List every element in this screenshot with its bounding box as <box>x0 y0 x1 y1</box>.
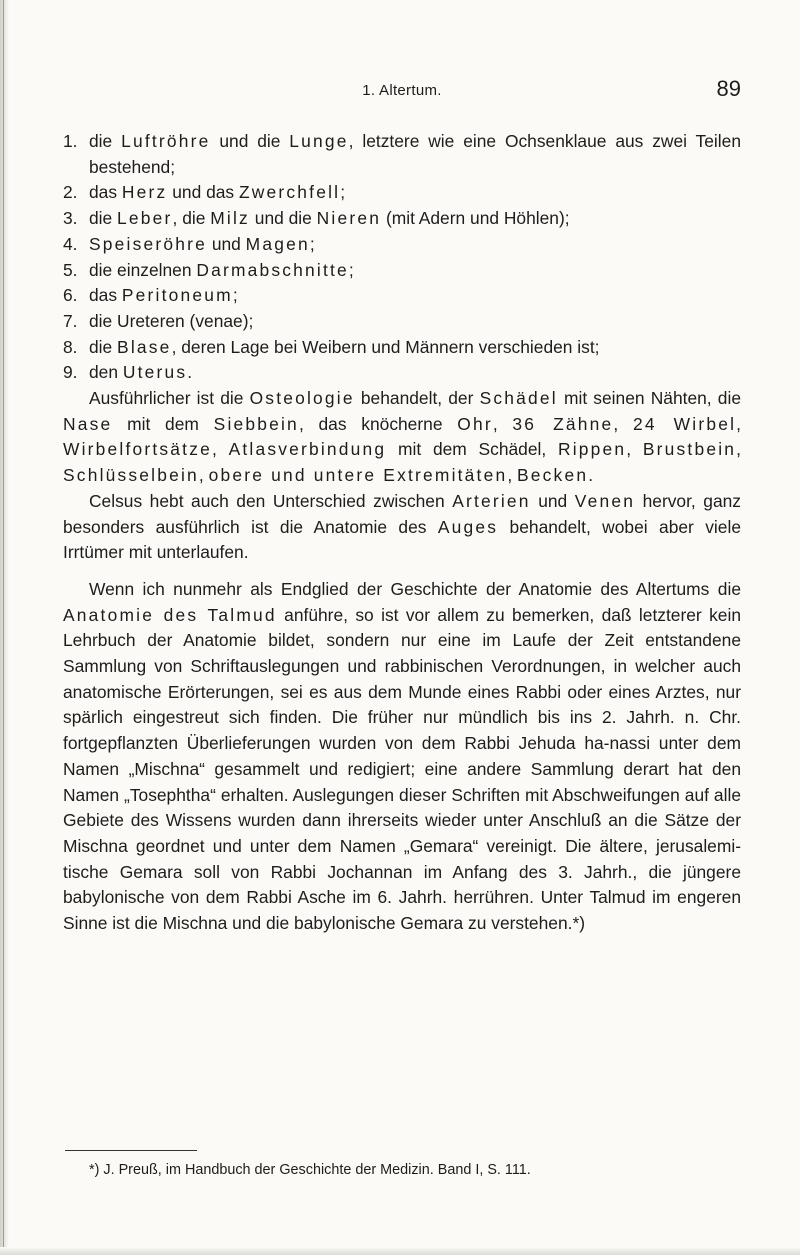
list-item <box>63 360 741 386</box>
spaced-term: Peritoneum <box>121 285 233 306</box>
text-run: ; <box>232 285 238 306</box>
text-run: , <box>736 439 741 460</box>
text-run: , <box>626 439 643 460</box>
text-run: den <box>89 362 123 383</box>
spaced-term: 24 Wirbel <box>632 413 737 434</box>
text-run: das <box>89 182 122 203</box>
spaced-term: Siebbein <box>213 413 299 434</box>
text-run: , <box>613 413 633 434</box>
text-run: die einzelnen <box>89 259 197 280</box>
list-number: 7. <box>63 310 78 331</box>
text-run: , <box>736 413 741 434</box>
text-run: die <box>89 208 118 229</box>
list-number: 8. <box>63 336 78 357</box>
spaced-term: Wirbelfortsätze <box>63 439 212 460</box>
text-run: mit dem Schädel, <box>386 439 558 460</box>
spaced-term: Anatomie des Talmud <box>63 604 277 625</box>
spaced-term: Venen <box>574 490 636 511</box>
spaced-term: Nieren <box>316 208 382 229</box>
list-item <box>63 206 741 232</box>
text-run: das <box>89 285 122 306</box>
spaced-term: Herz <box>121 182 168 203</box>
list-number: 3. <box>63 208 78 229</box>
spaced-term: Schädel <box>479 388 558 409</box>
text-run: , letztere wie eine Ochsenklaue aus zwei Teilen bestehend; <box>89 131 741 177</box>
list-item <box>63 335 741 361</box>
spaced-term: Luftröhre <box>121 131 211 151</box>
spaced-term: Zwerchfell <box>238 182 341 203</box>
text-run: , <box>198 465 209 486</box>
page-number: 89 <box>716 76 741 101</box>
page-bottom-edge <box>0 1247 800 1255</box>
text-run: Ausführlicher ist die <box>89 388 250 409</box>
text-run: behandelt, wobei aber viele Irrtümer mit unterlaufen. <box>63 516 741 563</box>
spaced-term: obere und untere Extremitäten <box>208 465 508 486</box>
list-number: 9. <box>63 362 78 383</box>
list-number: 4. <box>63 233 78 254</box>
text-run: die Ureteren (venae); <box>89 310 254 331</box>
text-run: und <box>530 490 575 511</box>
list-number: 6. <box>63 285 78 306</box>
osteology-paragraph <box>63 386 741 489</box>
text-run: ; <box>348 259 354 280</box>
text-run: (mit Adern und Höhlen); <box>381 208 570 229</box>
running-head: 1. Altertum. <box>362 82 442 99</box>
footnote: *) J. Preuß, im Handbuch der Geschichte der Medizin. Band I, S. 111. <box>89 1162 531 1178</box>
text-run: , <box>492 413 513 434</box>
list-number: 1. <box>63 131 78 151</box>
spaced-term: Uterus <box>122 362 188 383</box>
text-run: . <box>187 362 193 383</box>
spaced-term: Brustbein <box>642 439 737 460</box>
text-run: Wenn ich nunmehr als Endglied der Geschichte der Anatomie des Altertums die <box>89 578 741 599</box>
spine-edge-line <box>3 0 4 1255</box>
text-run: und die <box>249 208 317 229</box>
text-run: , die <box>172 208 211 229</box>
book-spine-shadow <box>0 0 9 1255</box>
text-run: die <box>89 131 122 151</box>
spaced-term: Lunge <box>289 131 349 151</box>
text-run: behandelt, der <box>354 388 480 409</box>
text-run: , <box>507 465 517 486</box>
spaced-term: Auges <box>437 516 499 537</box>
spaced-term: Schlüsselbein <box>63 465 199 486</box>
list-item <box>63 309 741 335</box>
spaced-term: Arterien <box>452 490 531 511</box>
page-body <box>63 129 741 937</box>
text-run: mit dem <box>112 413 214 434</box>
spaced-term: Leber <box>117 208 173 229</box>
spaced-term: Magen <box>245 233 310 254</box>
spaced-term: Becken <box>516 465 589 486</box>
text-run: . <box>588 465 594 486</box>
list-item <box>63 283 741 309</box>
spaced-term: Nase <box>63 413 113 434</box>
page-header <box>63 76 741 110</box>
spaced-term: Blase <box>117 336 172 357</box>
text-run: , deren Lage bei Weibern und Männern verschieden ist; <box>171 336 600 357</box>
list-number: 2. <box>63 182 78 203</box>
talmud-paragraph <box>63 577 741 937</box>
text-run: hervor, ganz besonders ausführlich ist die Anatomie des <box>63 490 741 537</box>
spaced-term: Atlasverbindung <box>228 439 387 460</box>
text-run: mit seinen Nähten, die <box>557 388 741 409</box>
celsus-paragraph <box>63 489 741 566</box>
spaced-term: Rippen <box>557 439 627 460</box>
spaced-term: Darmabschnitte <box>196 259 349 280</box>
spaced-term: Speiseröhre <box>89 233 207 254</box>
text-run: und das <box>167 182 239 203</box>
text-run: anführe, so ist vor allem zu bemerken, daß letzterer kein Lehrbuch der Anatomie bildet, sondern nur eine im Laufe der Zeit entstandene Sammlung von Schriftauslegungen und rabbinischen Verordnungen, in welcher auch anatomische Erörterungen, sei es aus dem Munde eines Rabbi oder eines Arztes, nur spärlich eingestreut sich finden. Die früher nur mündlich bis ins 2. Jahrh. n. Chr. fortgepflanzten Überlieferungen wurden von dem Rabbi Jehuda ha-nassi unter dem Namen „Mischna“ gesammelt und redigiert; eine andere Sammlung derart hat den Namen „Tosephtha“ erhalten. Auslegungen dieser Schriften mit Abschweifungen auf alle Gebiete des Wissens wurden dann ihrerseits wieder unter Anschluß an die Sätze der Mischna geordnet und unter dem Namen „Gemara“ vereinigt. Die ältere, jerusalemitische Gemara soll von Rabbi Jochannan im Anfang des 3. Jahrh., die jüngere babylonische von dem Rabbi Asche im 6. Jahrh. herrühren. Unter Talmud im engeren Sinne ist die Mischna und die babylonische Gemara zu verstehen.*) <box>63 604 741 934</box>
text-run: Celsus hebt auch den Unterschied zwischen <box>89 490 453 511</box>
footnote-divider <box>65 1150 197 1151</box>
text-run: ; <box>309 233 315 254</box>
list-item <box>63 180 741 206</box>
text-run: und die <box>210 131 290 151</box>
organ-list <box>63 129 741 386</box>
list-number: 5. <box>63 259 78 280</box>
text-run: die <box>89 336 118 357</box>
list-item <box>63 129 741 180</box>
spaced-term: 36 Zähne <box>512 413 614 434</box>
text-run: , das knöcherne <box>298 413 458 434</box>
list-item <box>63 258 741 284</box>
text-run: ; <box>340 182 346 203</box>
spaced-term: Milz <box>210 208 250 229</box>
text-run: und <box>206 233 246 254</box>
text-run: , <box>211 439 229 460</box>
spaced-term: Osteologie <box>249 388 355 409</box>
list-item <box>63 232 741 258</box>
spaced-term: Ohr <box>457 413 493 434</box>
